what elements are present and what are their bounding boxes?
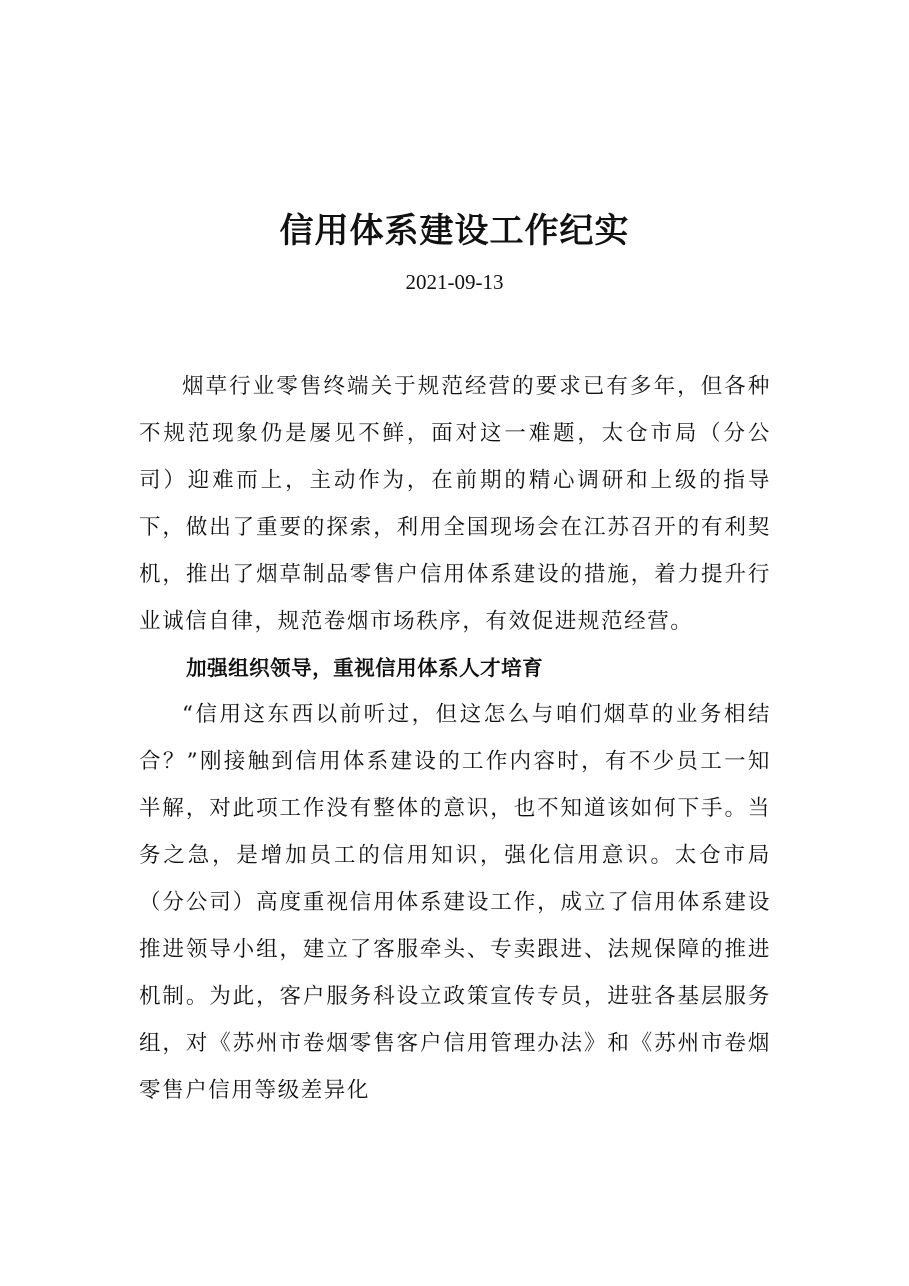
section-paragraph: “信用这东西以前听过，但这怎么与咱们烟草的业务相结合？”刚接触到信用体系建设的工作内容时，有不少员工一知半解，对此项工作没有整体的意识，也不知道该如何下手。当务之急，是增加员工的信用知识，强化信用意识。太仓市局（分公司）高度重视信用体系建设工作，成立了信用体系建设推进领导小组，建立了客服牵头、专卖跟进、法规保障的推进机制。为此，客户服务科设立政策宣传专员，进驻各基层服务组，对《苏州市卷烟零售客户信用管理办法》和《苏州市卷烟零售户信用等级差异化 (139, 702, 771, 1103)
document-body (139, 363, 771, 1114)
intro-paragraph: 烟草行业零售终端关于规范经营的要求已有多年，但各种不规范现象仍是屡见不鲜，面对这一难题，太仓市局（分公司）迎难而上，主动作为，在前期的精心调研和上级的指导下，做出了重要的探索，利用全国现场会在江苏召开的有利契机，推出了烟草制品零售户信用体系建设的措施，着力提升行业诚信自律，规范卷烟市场秩序，有效促进规范经营。 (139, 374, 771, 634)
document-date: 2021-09-13 (405, 270, 504, 294)
section-heading: 加强组织领导，重视信用体系人才培育 (186, 656, 544, 680)
document-title: 信用体系建设工作纪实 (279, 211, 630, 251)
